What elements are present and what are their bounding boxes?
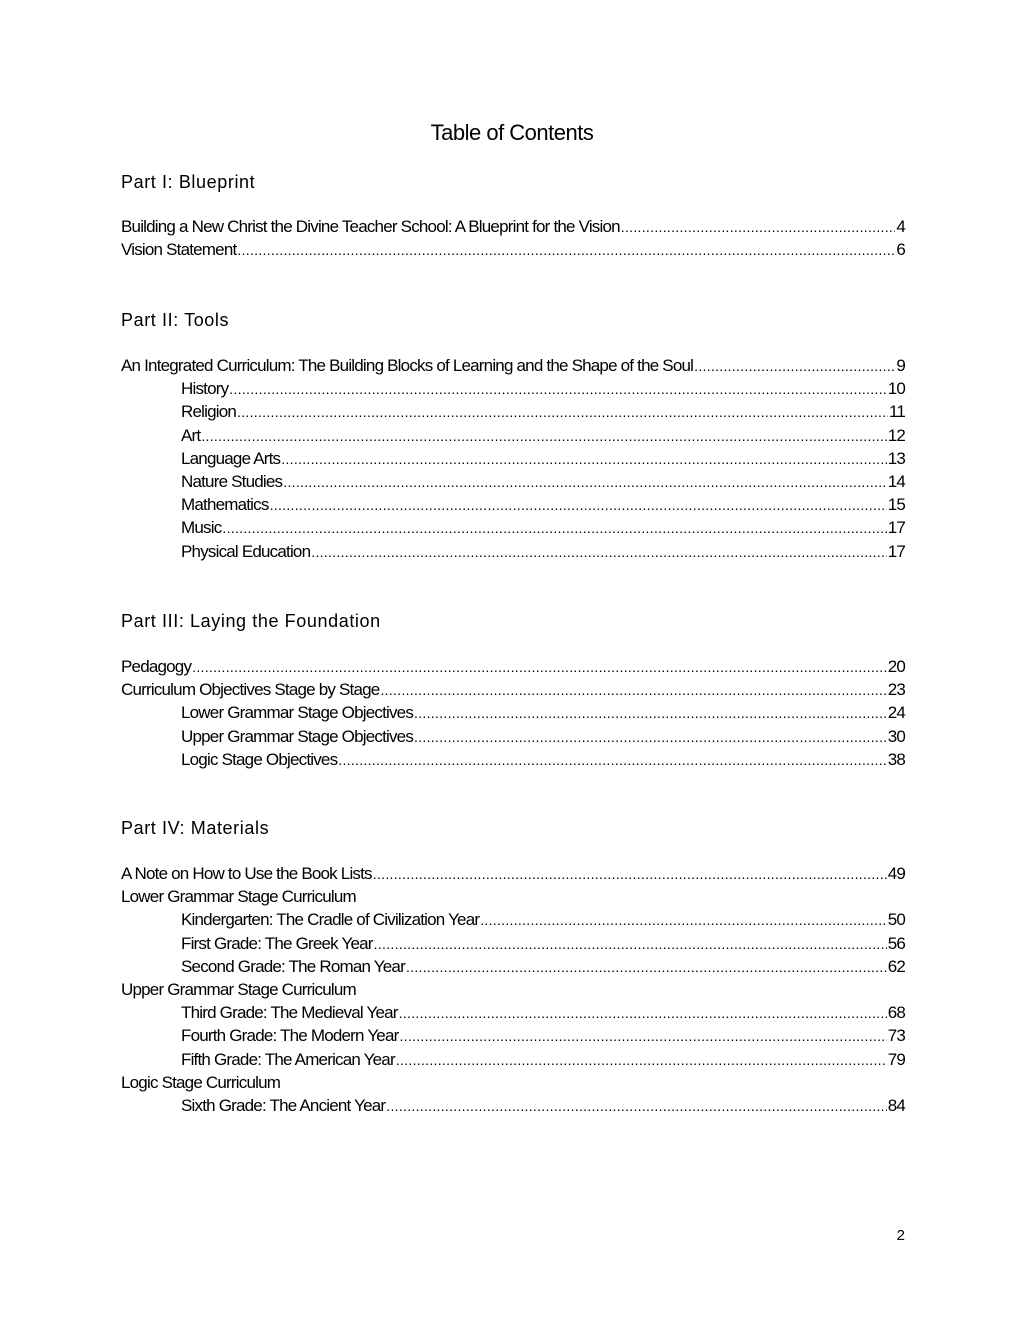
toc-entry[interactable] (121, 377, 905, 400)
toc-entry-label: Pedagogy (121, 657, 192, 676)
toc-entry[interactable] (121, 493, 905, 516)
toc-entry[interactable] (121, 215, 905, 238)
dot-leader (414, 726, 887, 749)
toc-entry[interactable] (121, 701, 905, 724)
toc-entry-page: 50 (887, 910, 905, 930)
toc-entry-label: Mathematics (181, 495, 269, 515)
toc-entry[interactable] (121, 516, 905, 539)
toc-entry[interactable] (121, 1094, 905, 1117)
toc-entry-page: 17 (887, 518, 905, 538)
part-heading: Part I: Blueprint (121, 172, 256, 192)
toc-entry-label: Curriculum Objectives Stage by Stage (121, 680, 380, 700)
toc-entry-label: Fifth Grade: The American Year (181, 1049, 395, 1069)
toc-entry[interactable] (121, 540, 905, 563)
toc-entry-page: 4 (896, 217, 905, 236)
toc-entry[interactable] (121, 748, 905, 771)
dot-leader (374, 933, 887, 956)
dot-leader (480, 909, 886, 932)
dot-leader (270, 494, 887, 517)
toc-section-heading[interactable] (121, 885, 905, 908)
toc-entries (121, 354, 905, 563)
dot-leader (373, 863, 887, 886)
toc-entry[interactable] (121, 470, 905, 493)
toc-entry-label: Religion (181, 402, 237, 422)
toc-entry[interactable] (121, 400, 905, 423)
dot-leader (201, 425, 886, 448)
toc-entry-label: Language Arts (181, 448, 281, 468)
toc-entry-label: Physical Education (181, 541, 311, 561)
toc-entry-label: Upper Grammar Stage Objectives (181, 726, 414, 746)
dot-leader (222, 517, 886, 540)
toc-entry-label: Third Grade: The Medieval Year (181, 1003, 398, 1023)
toc-entry-page: 17 (887, 541, 905, 561)
toc-entry-label: Building a New Christ the Divine Teacher School: A Blueprint for the Vision (121, 217, 620, 236)
dot-leader (386, 1095, 886, 1118)
toc-entry-page: 49 (887, 864, 905, 883)
toc-entry-label: Second Grade: The Roman Year (181, 956, 405, 976)
toc-entry-label: History (181, 379, 229, 399)
dot-leader (283, 471, 886, 494)
dot-leader (237, 401, 888, 424)
dot-leader (396, 1049, 887, 1072)
toc-entry-page: 56 (887, 933, 905, 953)
toc-section-heading[interactable] (121, 978, 905, 1001)
toc-entry-page: 9 (896, 356, 905, 375)
toc-entry-label: Sixth Grade: The Ancient Year (181, 1095, 386, 1115)
toc-entry-page: 23 (887, 680, 905, 700)
toc-entry[interactable] (121, 1024, 905, 1047)
toc-entry[interactable] (121, 1048, 905, 1071)
toc-entry-page: 79 (887, 1049, 905, 1069)
toc-entry[interactable] (121, 862, 905, 885)
toc-entry-page: 6 (896, 240, 905, 260)
toc-entry-label: Art (181, 425, 201, 445)
dot-leader (281, 448, 886, 471)
toc-entry[interactable] (121, 932, 905, 955)
toc-entry[interactable] (121, 725, 905, 748)
toc-entry-label: Logic Stage Objectives (181, 749, 338, 769)
toc-entry-label: Logic Stage Curriculum (121, 1072, 281, 1092)
dot-leader (311, 541, 886, 564)
toc-entry-page: 14 (887, 471, 905, 491)
toc-entries (121, 215, 905, 261)
toc-entry-label: Lower Grammar Stage Objectives (181, 703, 414, 723)
part-materials (121, 816, 905, 1117)
dot-leader (237, 239, 895, 262)
dot-leader (694, 355, 895, 378)
toc-entries (121, 655, 905, 771)
toc-entry-label: Vision Statement (121, 240, 237, 260)
toc-entry-page: 68 (887, 1003, 905, 1023)
toc-entry-label: Lower Grammar Stage Curriculum (121, 887, 356, 907)
dot-leader (338, 749, 886, 772)
toc-entry-page: 73 (887, 1026, 905, 1046)
dot-leader (399, 1002, 887, 1025)
toc-entry[interactable] (121, 678, 905, 701)
page-title: Table of Contents (430, 120, 594, 145)
toc-entry-page: 15 (887, 495, 905, 515)
toc-entry-page: 20 (887, 657, 905, 676)
toc-entry-page: 24 (887, 703, 905, 723)
dot-leader (380, 679, 886, 702)
dot-leader (406, 956, 887, 979)
toc-entry-label: Kindergarten: The Cradle of Civilization Year (181, 910, 480, 930)
toc-entry-page: 10 (887, 379, 905, 399)
part-heading: Part III: Laying the Foundation (121, 611, 381, 631)
toc-entry-page: 84 (887, 1095, 905, 1115)
toc-entry[interactable] (121, 424, 905, 447)
toc-entry-page: 62 (887, 956, 905, 976)
page-number: 2 (896, 1227, 905, 1244)
toc-entry-label: Fourth Grade: The Modern Year (181, 1026, 399, 1046)
part-heading: Part IV: Materials (121, 818, 270, 838)
part-laying-the-foundation (121, 609, 905, 771)
part-heading: Part II: Tools (121, 310, 230, 330)
toc-entry-label: An Integrated Curriculum: The Building Blocks of Learning and the Shape of the Soul (121, 356, 694, 375)
toc-entries (121, 862, 905, 1117)
toc-entry-page: 12 (887, 425, 905, 445)
part-blueprint (121, 170, 905, 261)
dot-leader (414, 702, 887, 725)
dot-leader (621, 216, 896, 239)
toc-entry-page: 30 (887, 726, 905, 746)
toc-entry[interactable] (121, 1001, 905, 1024)
toc-entry[interactable] (121, 955, 905, 978)
toc-entry-page: 38 (887, 749, 905, 769)
toc-entry[interactable] (121, 447, 905, 470)
toc-entry[interactable] (121, 655, 905, 678)
part-tools (121, 308, 905, 563)
toc-entry-page: 11 (888, 402, 905, 422)
toc-section-heading[interactable] (121, 1071, 905, 1094)
toc-entry[interactable] (121, 354, 905, 377)
toc-entry-label: Nature Studies (181, 471, 283, 491)
toc-entry-label: First Grade: The Greek Year (181, 933, 373, 953)
dot-leader (229, 378, 886, 401)
toc-entry[interactable] (121, 238, 905, 261)
toc-entry-label: Upper Grammar Stage Curriculum (121, 979, 356, 999)
toc-entry-page: 13 (887, 448, 905, 468)
toc-entry[interactable] (121, 908, 905, 931)
toc-entry-label: Music (181, 518, 222, 538)
toc-entry-label: A Note on How to Use the Book Lists (121, 864, 372, 883)
dot-leader (399, 1025, 886, 1048)
dot-leader (192, 656, 887, 679)
